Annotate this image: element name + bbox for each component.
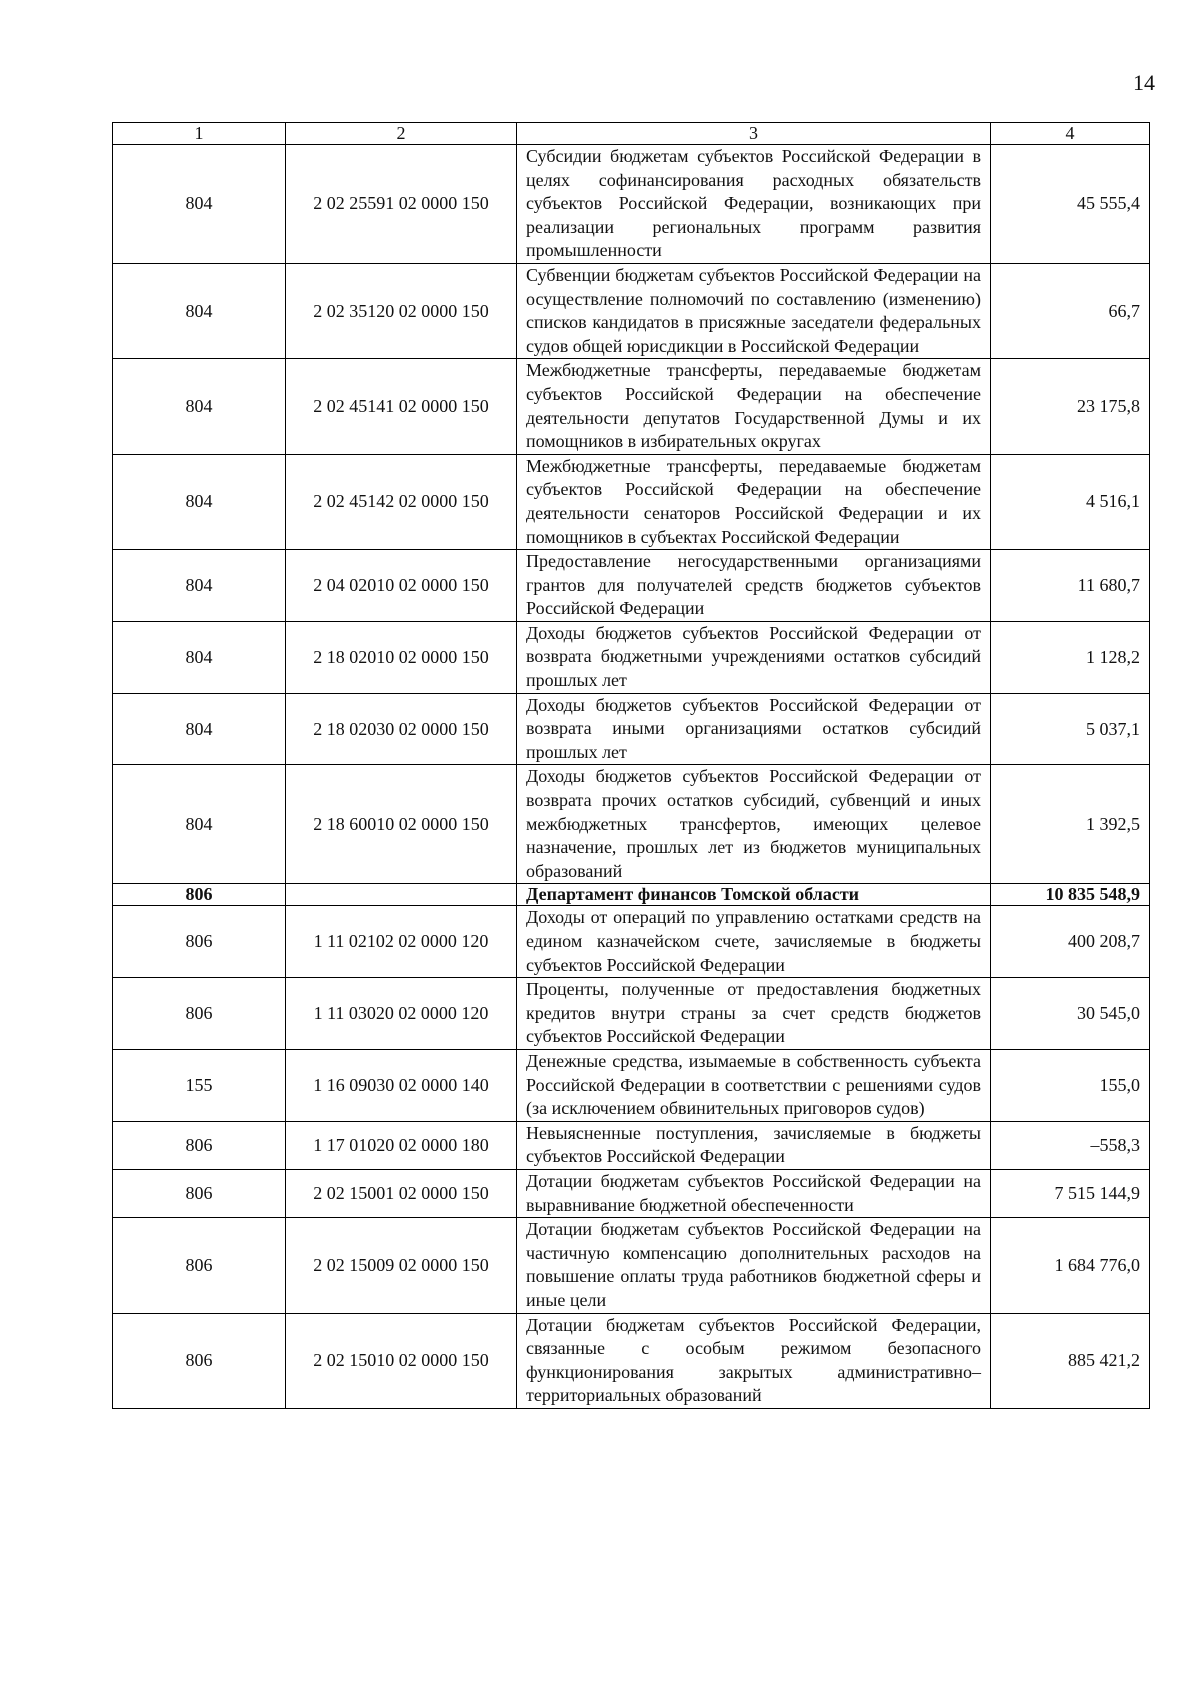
budget-code-cell: 2 02 45142 02 0000 150	[286, 454, 517, 549]
amount-cell: 5 037,1	[991, 693, 1150, 765]
table-row	[113, 765, 1150, 884]
admin-code-cell: 804	[113, 263, 286, 358]
admin-code-cell: 804	[113, 765, 286, 884]
budget-code-cell	[286, 884, 517, 906]
admin-code-cell: 804	[113, 145, 286, 264]
column-header: 1	[113, 123, 286, 145]
budget-code-cell: 2 18 02030 02 0000 150	[286, 693, 517, 765]
admin-code-cell: 804	[113, 454, 286, 549]
amount-cell: 7 515 144,9	[991, 1169, 1150, 1217]
table-row	[113, 1121, 1150, 1169]
budget-code-cell: 2 02 35120 02 0000 150	[286, 263, 517, 358]
amount-cell: –558,3	[991, 1121, 1150, 1169]
budget-code-cell: 1 16 09030 02 0000 140	[286, 1049, 517, 1121]
description-cell: Невыясненные поступления, зачисляемые в бюджеты субъектов Российской Федерации	[517, 1121, 991, 1169]
admin-code-cell: 806	[113, 1169, 286, 1217]
description-cell: Дотации бюджетам субъектов Российской Федерации на выравнивание бюджетной обеспеченности	[517, 1169, 991, 1217]
description-cell: Межбюджетные трансферты, передаваемые бюджетам субъектов Российской Федерации на обеспечение деятельности депутатов Государственной Думы и их помощников в избирательных округах	[517, 359, 991, 454]
table-row	[113, 550, 1150, 622]
admin-code-cell: 804	[113, 693, 286, 765]
description-cell: Проценты, полученные от предоставления бюджетных кредитов внутри страны за счет средств бюджетов субъектов Российской Федерации	[517, 978, 991, 1050]
table-row	[113, 1218, 1150, 1313]
table-header-row	[113, 123, 1150, 145]
budget-code-cell: 2 18 60010 02 0000 150	[286, 765, 517, 884]
table-row	[113, 1169, 1150, 1217]
description-cell: Доходы бюджетов субъектов Российской Федерации от возврата бюджетными учреждениями остатков субсидий прошлых лет	[517, 621, 991, 693]
admin-code-cell: 806	[113, 1121, 286, 1169]
department-name-cell: Департамент финансов Томской области	[517, 884, 991, 906]
amount-cell: 1 684 776,0	[991, 1218, 1150, 1313]
description-cell: Доходы бюджетов субъектов Российской Федерации от возврата иными организациями остатков субсидий прошлых лет	[517, 693, 991, 765]
description-cell: Доходы бюджетов субъектов Российской Федерации от возврата прочих остатков субсидий, субвенций и иных межбюджетных трансфертов, имеющих целевое назначение, прошлых лет из бюджетов муниципальных образований	[517, 765, 991, 884]
amount-cell: 11 680,7	[991, 550, 1150, 622]
budget-code-cell: 2 02 25591 02 0000 150	[286, 145, 517, 264]
admin-code-cell: 804	[113, 550, 286, 622]
description-cell: Межбюджетные трансферты, передаваемые бюджетам субъектов Российской Федерации на обеспечение деятельности сенаторов Российской Федерации и их помощников в субъектах Российской Федерации	[517, 454, 991, 549]
table-row	[113, 1049, 1150, 1121]
description-cell: Дотации бюджетам субъектов Российской Федерации, связанные с особым режимом безопасного функционирования закрытых административно–территориальных образований	[517, 1313, 991, 1408]
table-row	[113, 359, 1150, 454]
budget-code-cell: 2 02 15009 02 0000 150	[286, 1218, 517, 1313]
table-row	[113, 263, 1150, 358]
table-row	[113, 978, 1150, 1050]
description-cell: Предоставление негосударственными организациями грантов для получателей средств бюджетов субъектов Российской Федерации	[517, 550, 991, 622]
column-header: 4	[991, 123, 1150, 145]
description-cell: Дотации бюджетам субъектов Российской Федерации на частичную компенсацию дополнительных расходов на повышение оплаты труда работников бюджетной сферы и иные цели	[517, 1218, 991, 1313]
description-cell: Денежные средства, изымаемые в собственность субъекта Российской Федерации в соответствии с решениями судов (за исключением обвинительных приговоров судов)	[517, 1049, 991, 1121]
column-header: 2	[286, 123, 517, 145]
admin-code-cell: 806	[113, 906, 286, 978]
amount-cell: 45 555,4	[991, 145, 1150, 264]
budget-code-cell: 1 11 03020 02 0000 120	[286, 978, 517, 1050]
amount-cell: 23 175,8	[991, 359, 1150, 454]
admin-code-cell: 804	[113, 359, 286, 454]
budget-code-cell: 1 17 01020 02 0000 180	[286, 1121, 517, 1169]
amount-cell: 400 208,7	[991, 906, 1150, 978]
page-number: 14	[1133, 70, 1155, 95]
admin-code-cell: 155	[113, 1049, 286, 1121]
budget-code-cell: 2 18 02010 02 0000 150	[286, 621, 517, 693]
table-row	[113, 1313, 1150, 1408]
description-cell: Доходы от операций по управлению остатками средств на едином казначейском счете, зачисляемые в бюджеты субъектов Российской Федерации	[517, 906, 991, 978]
description-cell: Субвенции бюджетам субъектов Российской Федерации на осуществление полномочий по составлению (изменению) списков кандидатов в присяжные заседатели федеральных судов общей юрисдикции в Российской Федерации	[517, 263, 991, 358]
table-row	[113, 906, 1150, 978]
table-row	[113, 693, 1150, 765]
budget-code-cell: 2 02 45141 02 0000 150	[286, 359, 517, 454]
amount-cell: 4 516,1	[991, 454, 1150, 549]
admin-code-cell: 806	[113, 1313, 286, 1408]
amount-cell: 885 421,2	[991, 1313, 1150, 1408]
amount-cell: 155,0	[991, 1049, 1150, 1121]
amount-cell: 1 128,2	[991, 621, 1150, 693]
budget-code-cell: 2 02 15001 02 0000 150	[286, 1169, 517, 1217]
description-cell: Субсидии бюджетам субъектов Российской Федерации в целях софинансирования расходных обязательств субъектов Российской Федерации, возникающих при реализации региональных программ развития промышленности	[517, 145, 991, 264]
admin-code-cell: 806	[113, 978, 286, 1050]
table-row	[113, 145, 1150, 264]
amount-cell: 1 392,5	[991, 765, 1150, 884]
revenue-table	[112, 122, 1150, 1409]
table-row	[113, 454, 1150, 549]
budget-code-cell: 2 04 02010 02 0000 150	[286, 550, 517, 622]
department-total-row	[113, 884, 1150, 906]
budget-code-cell: 1 11 02102 02 0000 120	[286, 906, 517, 978]
admin-code-cell: 804	[113, 621, 286, 693]
table-row	[113, 621, 1150, 693]
department-total-cell: 10 835 548,9	[991, 884, 1150, 906]
admin-code-cell: 806	[113, 884, 286, 906]
amount-cell: 66,7	[991, 263, 1150, 358]
column-header: 3	[517, 123, 991, 145]
budget-code-cell: 2 02 15010 02 0000 150	[286, 1313, 517, 1408]
admin-code-cell: 806	[113, 1218, 286, 1313]
amount-cell: 30 545,0	[991, 978, 1150, 1050]
table-body	[113, 145, 1150, 1409]
